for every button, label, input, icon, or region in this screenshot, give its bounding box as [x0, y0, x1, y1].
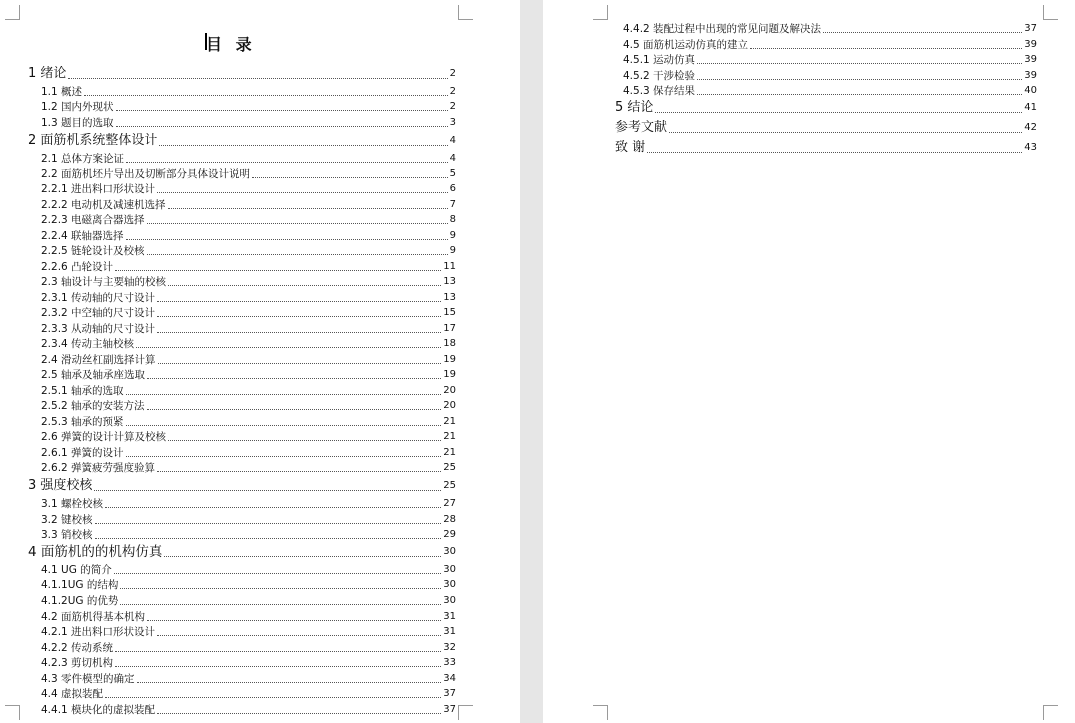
toc-leader-dots	[147, 213, 448, 224]
toc-entry-page: 5	[449, 168, 456, 179]
toc-entry-title: 致 谢	[615, 140, 646, 155]
toc-entry-page: 37	[443, 704, 456, 715]
toc-entry[interactable]	[28, 133, 456, 149]
toc-entry-title: 2 面筋机系统整体设计	[28, 133, 158, 148]
toc-entry[interactable]	[623, 84, 1037, 98]
toc-entry-page: 9	[449, 245, 456, 256]
toc-entry-page: 32	[443, 642, 456, 653]
toc-entry-title: 2.2.2 电动机及减速机选择	[41, 199, 166, 211]
toc-entry[interactable]	[41, 152, 456, 166]
toc-leader-dots	[168, 275, 441, 286]
toc-entry[interactable]	[41, 578, 456, 592]
toc-entry-page: 11	[443, 261, 456, 272]
toc-leader-dots	[84, 85, 448, 96]
toc-entry-title: 2.3.1 传动轴的尺寸设计	[41, 292, 156, 304]
toc-leader-dots	[157, 703, 441, 714]
toc-leader-dots	[164, 546, 441, 557]
toc-leader-dots	[823, 22, 1022, 33]
toc-entry[interactable]	[41, 384, 456, 398]
toc-entry[interactable]	[615, 100, 1037, 116]
toc-entry-title: 4.1.1UG 的结构	[41, 579, 119, 591]
page-gutter	[520, 0, 543, 723]
toc-entry-title: 1.1 概述	[41, 86, 83, 98]
toc-entry-page: 19	[443, 354, 456, 365]
toc-entry-page: 30	[443, 595, 456, 606]
toc-entry-title: 4.1 UG 的简介	[41, 564, 112, 576]
toc-entry-page: 20	[443, 400, 456, 411]
toc-entry[interactable]	[623, 69, 1037, 83]
toc-entry[interactable]	[41, 625, 456, 639]
toc-entry[interactable]	[41, 306, 456, 320]
toc-entry-title: 4.4 虚拟装配	[41, 688, 104, 700]
toc-leader-dots	[120, 578, 441, 589]
toc-entry-page: 2	[449, 101, 456, 112]
toc-entry-page: 41	[1024, 102, 1037, 113]
toc-entry-page: 17	[443, 323, 456, 334]
toc-leader-dots	[655, 102, 1022, 113]
toc-entry[interactable]	[623, 38, 1037, 52]
toc-entry-page: 7	[449, 199, 456, 210]
toc-entry-title: 1.3 题目的选取	[41, 117, 114, 129]
crop-mark	[5, 705, 20, 720]
toc-entry[interactable]	[41, 116, 456, 130]
toc-entry-title: 2.4 滑动丝杠副选择计算	[41, 354, 156, 366]
toc-entry[interactable]	[41, 687, 456, 701]
toc-entry-title: 2.1 总体方案论证	[41, 153, 125, 165]
document-page-left	[0, 0, 520, 723]
toc-entry-page: 4	[449, 153, 456, 164]
toc-entry[interactable]	[41, 213, 456, 227]
toc-entry-page: 25	[443, 480, 456, 491]
toc-entry-title: 2.2.1 进出料口形状设计	[41, 183, 156, 195]
toc-entry-page: 43	[1024, 142, 1037, 153]
toc-leader-dots	[147, 244, 448, 255]
toc-entry-title: 4.2.1 进出料口形状设计	[41, 626, 156, 638]
toc-entry[interactable]	[41, 446, 456, 460]
toc-entry-page: 39	[1024, 54, 1037, 65]
toc-leader-dots	[115, 641, 441, 652]
toc-leader-dots	[126, 384, 442, 395]
toc-entry-title: 1.2 国内外现状	[41, 101, 114, 113]
toc-leader-dots	[157, 322, 441, 333]
crop-mark	[5, 5, 20, 20]
toc-entry-page: 6	[449, 183, 456, 194]
toc-entry-page: 30	[443, 564, 456, 575]
toc-entry-title: 2.6.1 弹簧的设计	[41, 447, 124, 459]
toc-entry[interactable]	[41, 461, 456, 475]
toc-entry-page: 39	[1024, 39, 1037, 50]
toc-entry-title: 2.5 轴承及轴承座选取	[41, 369, 146, 381]
toc-leader-dots	[157, 461, 441, 472]
toc-entry-title: 3 强度校核	[28, 478, 93, 493]
toc-entry-title: 4.5.3 保存结果	[623, 85, 696, 97]
toc-entry-title: 2.3 轴设计与主要轴的校核	[41, 276, 167, 288]
toc-entry[interactable]	[28, 478, 456, 494]
toc-entry-page: 15	[443, 307, 456, 318]
toc-entry-title: 4.2.3 剪切机构	[41, 657, 114, 669]
toc-leader-dots	[115, 260, 441, 271]
toc-heading: 目 录	[206, 35, 256, 54]
toc-leader-dots	[115, 656, 441, 667]
toc-entry-page: 31	[443, 626, 456, 637]
toc-entry[interactable]	[41, 322, 456, 336]
toc-entry-page: 34	[443, 673, 456, 684]
toc-entry-page: 28	[443, 514, 456, 525]
toc-entry[interactable]	[41, 641, 456, 655]
toc-leader-dots	[157, 291, 441, 302]
crop-mark	[1043, 705, 1058, 720]
document-page-right	[543, 0, 1075, 723]
toc-entry[interactable]	[41, 198, 456, 212]
toc-entry-title: 2.3.2 中空轴的尺寸设计	[41, 307, 156, 319]
toc-leader-dots	[126, 446, 442, 457]
toc-entry[interactable]	[41, 167, 456, 181]
toc-entry[interactable]	[28, 544, 456, 560]
toc-entry-title: 2.2.3 电磁离合器选择	[41, 214, 145, 226]
toc-entry-page: 29	[443, 529, 456, 540]
toc-entry-title: 2.3.4 传动主轴校核	[41, 338, 135, 350]
toc-entry-page: 21	[443, 431, 456, 442]
toc-entry-page: 39	[1024, 70, 1037, 81]
toc-entry-page: 2	[449, 86, 456, 97]
toc-entry[interactable]	[41, 703, 456, 717]
toc-entry-page: 30	[443, 546, 456, 557]
toc-entry[interactable]	[41, 656, 456, 670]
toc-entry-title: 2.3.3 从动轴的尺寸设计	[41, 323, 156, 335]
toc-entry-title: 2.2.4 联轴器选择	[41, 230, 124, 242]
toc-entry[interactable]	[28, 66, 456, 82]
toc-entry-title: 2.6.2 弹簧疲劳强度验算	[41, 462, 156, 474]
crop-mark	[458, 5, 473, 20]
toc-leader-dots	[95, 528, 442, 539]
toc-entry-page: 21	[443, 447, 456, 458]
toc-leader-dots	[114, 563, 442, 574]
toc-entry[interactable]	[41, 513, 456, 527]
toc-leader-dots	[105, 687, 441, 698]
toc-entry[interactable]	[41, 229, 456, 243]
toc-entry[interactable]	[41, 528, 456, 542]
toc-entry[interactable]	[41, 399, 456, 413]
toc-entry-page: 30	[443, 579, 456, 590]
toc-leader-dots	[168, 430, 441, 441]
toc-entry-page: 19	[443, 369, 456, 380]
toc-leader-dots	[697, 69, 1022, 80]
toc-entry-page: 25	[443, 462, 456, 473]
toc-entry[interactable]	[41, 182, 456, 196]
toc-entry-title: 2.2 面筋机坯片导出及切断部分具体设计说明	[41, 168, 251, 180]
toc-entry[interactable]	[615, 120, 1037, 136]
toc-entry-title: 4 面筋机的的机构仿真	[28, 544, 163, 560]
toc-entry-page: 21	[443, 416, 456, 427]
toc-entry[interactable]	[41, 85, 456, 99]
toc-entry[interactable]	[41, 260, 456, 274]
toc-entry-page: 2	[449, 68, 456, 79]
toc-entry-page: 9	[449, 230, 456, 241]
toc-entry-title: 4.5.1 运动仿真	[623, 54, 696, 66]
toc-leader-dots	[126, 229, 448, 240]
toc-entry-title: 2.5.1 轴承的选取	[41, 385, 124, 397]
toc-entry-title: 5 结论	[615, 100, 654, 115]
toc-entry-page: 20	[443, 385, 456, 396]
toc-entry-title: 3.1 螺栓校核	[41, 498, 104, 510]
toc-leader-dots	[120, 594, 441, 605]
toc-leader-dots	[157, 625, 441, 636]
toc-leader-dots	[137, 672, 442, 683]
toc-entry-title: 4.2 面筋机得基本机构	[41, 611, 146, 623]
toc-entry-page: 37	[1024, 23, 1037, 34]
toc-entry-title: 4.4.2 装配过程中出现的常见问题及解决法	[623, 23, 822, 35]
toc-entry[interactable]	[41, 337, 456, 351]
toc-entry-title: 4.1.2UG 的优势	[41, 595, 119, 607]
toc-entry-title: 2.2.6 凸轮设计	[41, 261, 114, 273]
toc-leader-dots	[252, 167, 448, 178]
toc-leader-dots	[126, 152, 448, 163]
toc-entry[interactable]	[41, 610, 456, 624]
toc-entry[interactable]	[623, 22, 1037, 36]
toc-entry-title: 1 绪论	[28, 66, 67, 81]
toc-entry-page: 8	[449, 214, 456, 225]
toc-leader-dots	[697, 53, 1022, 64]
toc-entry[interactable]	[41, 594, 456, 608]
toc-entry[interactable]	[41, 497, 456, 511]
toc-leader-dots	[159, 135, 447, 146]
crop-mark	[593, 5, 608, 20]
toc-entry[interactable]	[41, 244, 456, 258]
toc-leader-dots	[750, 38, 1022, 49]
toc-leader-dots	[669, 122, 1022, 133]
toc-leader-dots	[168, 198, 448, 209]
toc-entry[interactable]	[41, 368, 456, 382]
toc-leader-dots	[116, 100, 448, 111]
toc-entry-page: 33	[443, 657, 456, 668]
toc-entry-page: 13	[443, 292, 456, 303]
toc-leader-dots	[105, 497, 441, 508]
crop-mark	[458, 705, 473, 720]
toc-entry[interactable]	[41, 672, 456, 686]
toc-entry-title: 2.2.5 链轮设计及校核	[41, 245, 145, 257]
toc-entry-page: 31	[443, 611, 456, 622]
toc-entry[interactable]	[41, 100, 456, 114]
toc-entry-page: 37	[443, 688, 456, 699]
toc-entry-page: 3	[449, 117, 456, 128]
toc-leader-dots	[157, 306, 441, 317]
toc-entry-title: 3.2 键校核	[41, 514, 93, 526]
toc-entry-page: 40	[1024, 85, 1037, 96]
toc-leader-dots	[697, 84, 1022, 95]
toc-entry-title: 4.3 零件模型的确定	[41, 673, 135, 685]
toc-leader-dots	[147, 610, 441, 621]
toc-entry[interactable]	[41, 563, 456, 577]
toc-leader-dots	[147, 368, 441, 379]
toc-leader-dots	[94, 480, 441, 491]
toc-entry[interactable]	[623, 53, 1037, 67]
crop-mark	[1043, 5, 1058, 20]
toc-leader-dots	[147, 399, 442, 410]
toc-leader-dots	[647, 142, 1022, 153]
toc-entry-title: 4.2.2 传动系统	[41, 642, 114, 654]
crop-mark	[593, 705, 608, 720]
toc-leader-dots	[157, 182, 448, 193]
toc-entry-title: 4.4.1 模块化的虚拟装配	[41, 704, 156, 716]
toc-entry-title: 4.5 面筋机运动仿真的建立	[623, 39, 749, 51]
toc-leader-dots	[158, 353, 442, 364]
toc-entry[interactable]	[41, 430, 456, 444]
toc-leader-dots	[68, 68, 447, 79]
toc-entry-title: 2.5.2 轴承的安装方法	[41, 400, 145, 412]
toc-leader-dots	[136, 337, 441, 348]
toc-entry-page: 4	[449, 135, 456, 146]
toc-entry-page: 27	[443, 498, 456, 509]
toc-entry[interactable]	[41, 291, 456, 305]
toc-entry-title: 4.5.2 干涉检验	[623, 70, 696, 82]
toc-leader-dots	[95, 513, 442, 524]
toc-entry-page: 42	[1024, 122, 1037, 133]
toc-entry-title: 3.3 销校核	[41, 529, 93, 541]
toc-entry[interactable]	[615, 140, 1037, 156]
toc-entry-page: 18	[443, 338, 456, 349]
toc-entry-title: 2.6 弹簧的设计计算及校核	[41, 431, 167, 443]
toc-entry[interactable]	[41, 415, 456, 429]
toc-entry-page: 13	[443, 276, 456, 287]
toc-entry[interactable]	[41, 275, 456, 289]
toc-entry-title: 2.5.3 轴承的预紧	[41, 416, 124, 428]
toc-entry[interactable]	[41, 353, 456, 367]
toc-leader-dots	[126, 415, 442, 426]
toc-leader-dots	[116, 116, 448, 127]
toc-entry-title: 参考文献	[615, 120, 668, 135]
